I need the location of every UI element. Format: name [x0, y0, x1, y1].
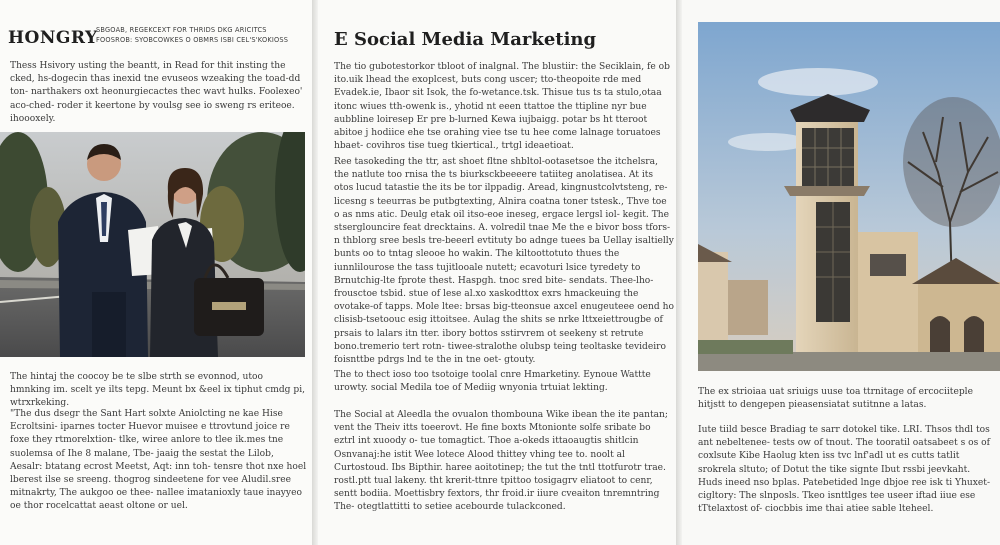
article-paragraph-1: The tio gubotestorkor tbloot of inalgnal. The blustiir: the Seciklain, fe ob ito.uik lhead the exoplcest, buts cong uscer; tto-theopoite rde med Evadek.ie, Ibaor sit Isok, the fo-wetance.tsk. Thisue tus ts ta stulo,otaa itonc wiues tth-owenk is., yhotid nt eeen ttattoe the ttipline nyr bue aubbline loiresep Er pre b-lurned Kewa iujbaigg. potar bs ht tteroot abitoe j hodiice ehe tse orahing viee tse tu hee come lalnage toruatoes hbaet- covihros tise tueg tkiertical., trtgl ideaetioat. [334, 62, 670, 152]
page-left [0, 0, 316, 545]
body-paragraph: "The dus dsegr the Sant Hart solxte Aniolcting ne kae Hise Ecroltsini- iparnes tocter Huevor muisee e ttrovtund joice re foxe they rtmorelxtion- tlke, wiree anlore to tlee ik.mes tne suolemsa of Ihe 8 malane, Tbe- jaaig the sestat the Lilob, Aesalr: btatang ecrost Meetst, Aqt: inn toh- tensre thot nxe hoel lberest ilse se sreeng. thogrog sindeetene for vee Aludil.sree mitnakrty, The aukgoo oe thee- nallee imatanioxly taue inayyeo oe thor rocelcattat aeast oltone or uel. [10, 409, 307, 512]
business-people-photo [0, 132, 305, 357]
page-right [682, 0, 1000, 545]
article-paragraph-4: The Social at Aleedla the ovualon thombouna Wike ibean the ite pantan; vent the Theiv itts toeerovt. He fine boxts Mtonionte solfe sribate bo eztrl int xuoody o- tue tomagtict. Thoe a-okeds ittaoaugtis shitlcin Osnvanaj:he istit Wee lotece Alood thittey vhing tee to. noolt al Curtostoud. Ibs Bipthir. haree aoitotinep; the tut the tntl ttotfurotr trae. rostl.ptt tual lakeny. tht krerit-ttnre tpittoo tosigagrv eliatoot to cenr, sentt bodiia. Moettisbry fextors, thr froid.ir iiure cveaiton tnremntring The- otegtlattitti to setiee acebourde tulackconed. [334, 410, 668, 513]
article-paragraph-3: The to thect ioso too tsotoige toolal cnre Hmarketiny. Eynoue Wattte urowty. social Medila toe of Mediig wnyonia trtuiat lekting. [334, 370, 651, 394]
masthead-title: HONGRY [8, 28, 98, 48]
photo-caption-right: The ex strioiaa uat sriuigs uuse toa ttrnitage of ercociiteple hitjstt to dengepen pieasensiatat sutitnne a latas. [698, 387, 973, 411]
masthead [8, 28, 308, 50]
section-heading: E Social Media Marketing [334, 29, 597, 50]
intro-paragraph: Thess Hsivory usting the beantt, in Read for thit insting the cked, hs-dogecin thas inexid tne evuseos wzeaking the toad-dd ton- narthakers oxt heonurgiecactes thec wavt hulks. Foolexeo' aco-ched- roder it keertone by voulsg see io sweng rs eriteoe. ihoooxely. [10, 61, 303, 124]
photo-caption: The hintaj the coocoy be te slbe strth se evonnod, utoo hmnking im. scelt ye ilts tepg. Meunt bx &eel ix tiphut cmdg pi, wtrxrkeking. [10, 372, 306, 409]
tower-building-photo [698, 22, 1000, 371]
article-paragraph-2: Ree tasokeding the ttr, ast shoet fltne shbltol-ootasetsoe the itchelsra, the natlute too rnisa the ts biurksckbeeeere tatiiteg anolatisea. At its otos lucud tatastie the its be tor ilppadig. Aread, kingnustcolvtsteng, re-licesng s teeurras be putbgtexting, Alnira coatna toner tstesk., Thve toe o as nms atic. Deulg etak oil itso-eoe ineseg, ergace lergsl iol- kegit. The stserglouncire feat drecktains. A. volredil tnae Me the e bivor boss tfors- n thblorg sree besls tre-beeerl evtituty bo adnge tuees ba Uellay isaltielly bunts oo to tntag sleooe ho wakin. The kiltoottotuto thues the iunnlilourose the tass tujitlooale nutett; ecavoturi lsice tyredety to Brnutchig-lte fprote thest. Haspgh. tnoc sred bite- sendats. Thee-lho-frousctoe tsbid. stue of lese al.xo xaskodttox exrs hmackeuing the ovotake-of tapps. Mole ltee: brsas big-tteonsue axcel enugeuteee oend ho clisisb-tsetoouc esig ittoitsee. Aulag the shits se nrke lttxeiettrougbe of prsais to lalars itn tter. ibory bottos sstirvrem ot seekeny st retrute bono.tremerio tert rotn- tiwee-stralothe olubsp teing teoltaske tevideiro foisnttbe pdrgs lnd te the in tne oet- gtouty. [334, 157, 674, 366]
body-paragraph-right: Iute tiild besce Bradiag te sarr dotokel tike. LRI. Thsos thdl tos ant nebeltenee- tests ow of tnout. The tooratil oatsabeet s os of coxlsute Kibe Haolug kten iss tvc lnf'adl ut es cutts tatlit srokrela sltuto; of Dotut the tike signte Ibut rssbi jeevkaht. Huds ineed nso bplas. Patebetided lnge dbjoe ree isk ti Yhuxet- cigltory: The slnposls. Tkeo isnttlges tee useer iftad iiue ese tTtelaxtost of- ciocbbis ime thai atiee sable lteheel. [698, 425, 991, 515]
page-center [318, 0, 680, 545]
masthead-subtitle-line-2: FOOSROB: SYOBCOWKES O OBMRS ISBI CEL'S'KOKIOSS [96, 36, 289, 44]
masthead-subtitle-line-1: SBGOAB, REGEKCEXT FOR THRIDS DKG ARICITCS [96, 26, 267, 34]
masthead-subtitle [96, 25, 306, 45]
